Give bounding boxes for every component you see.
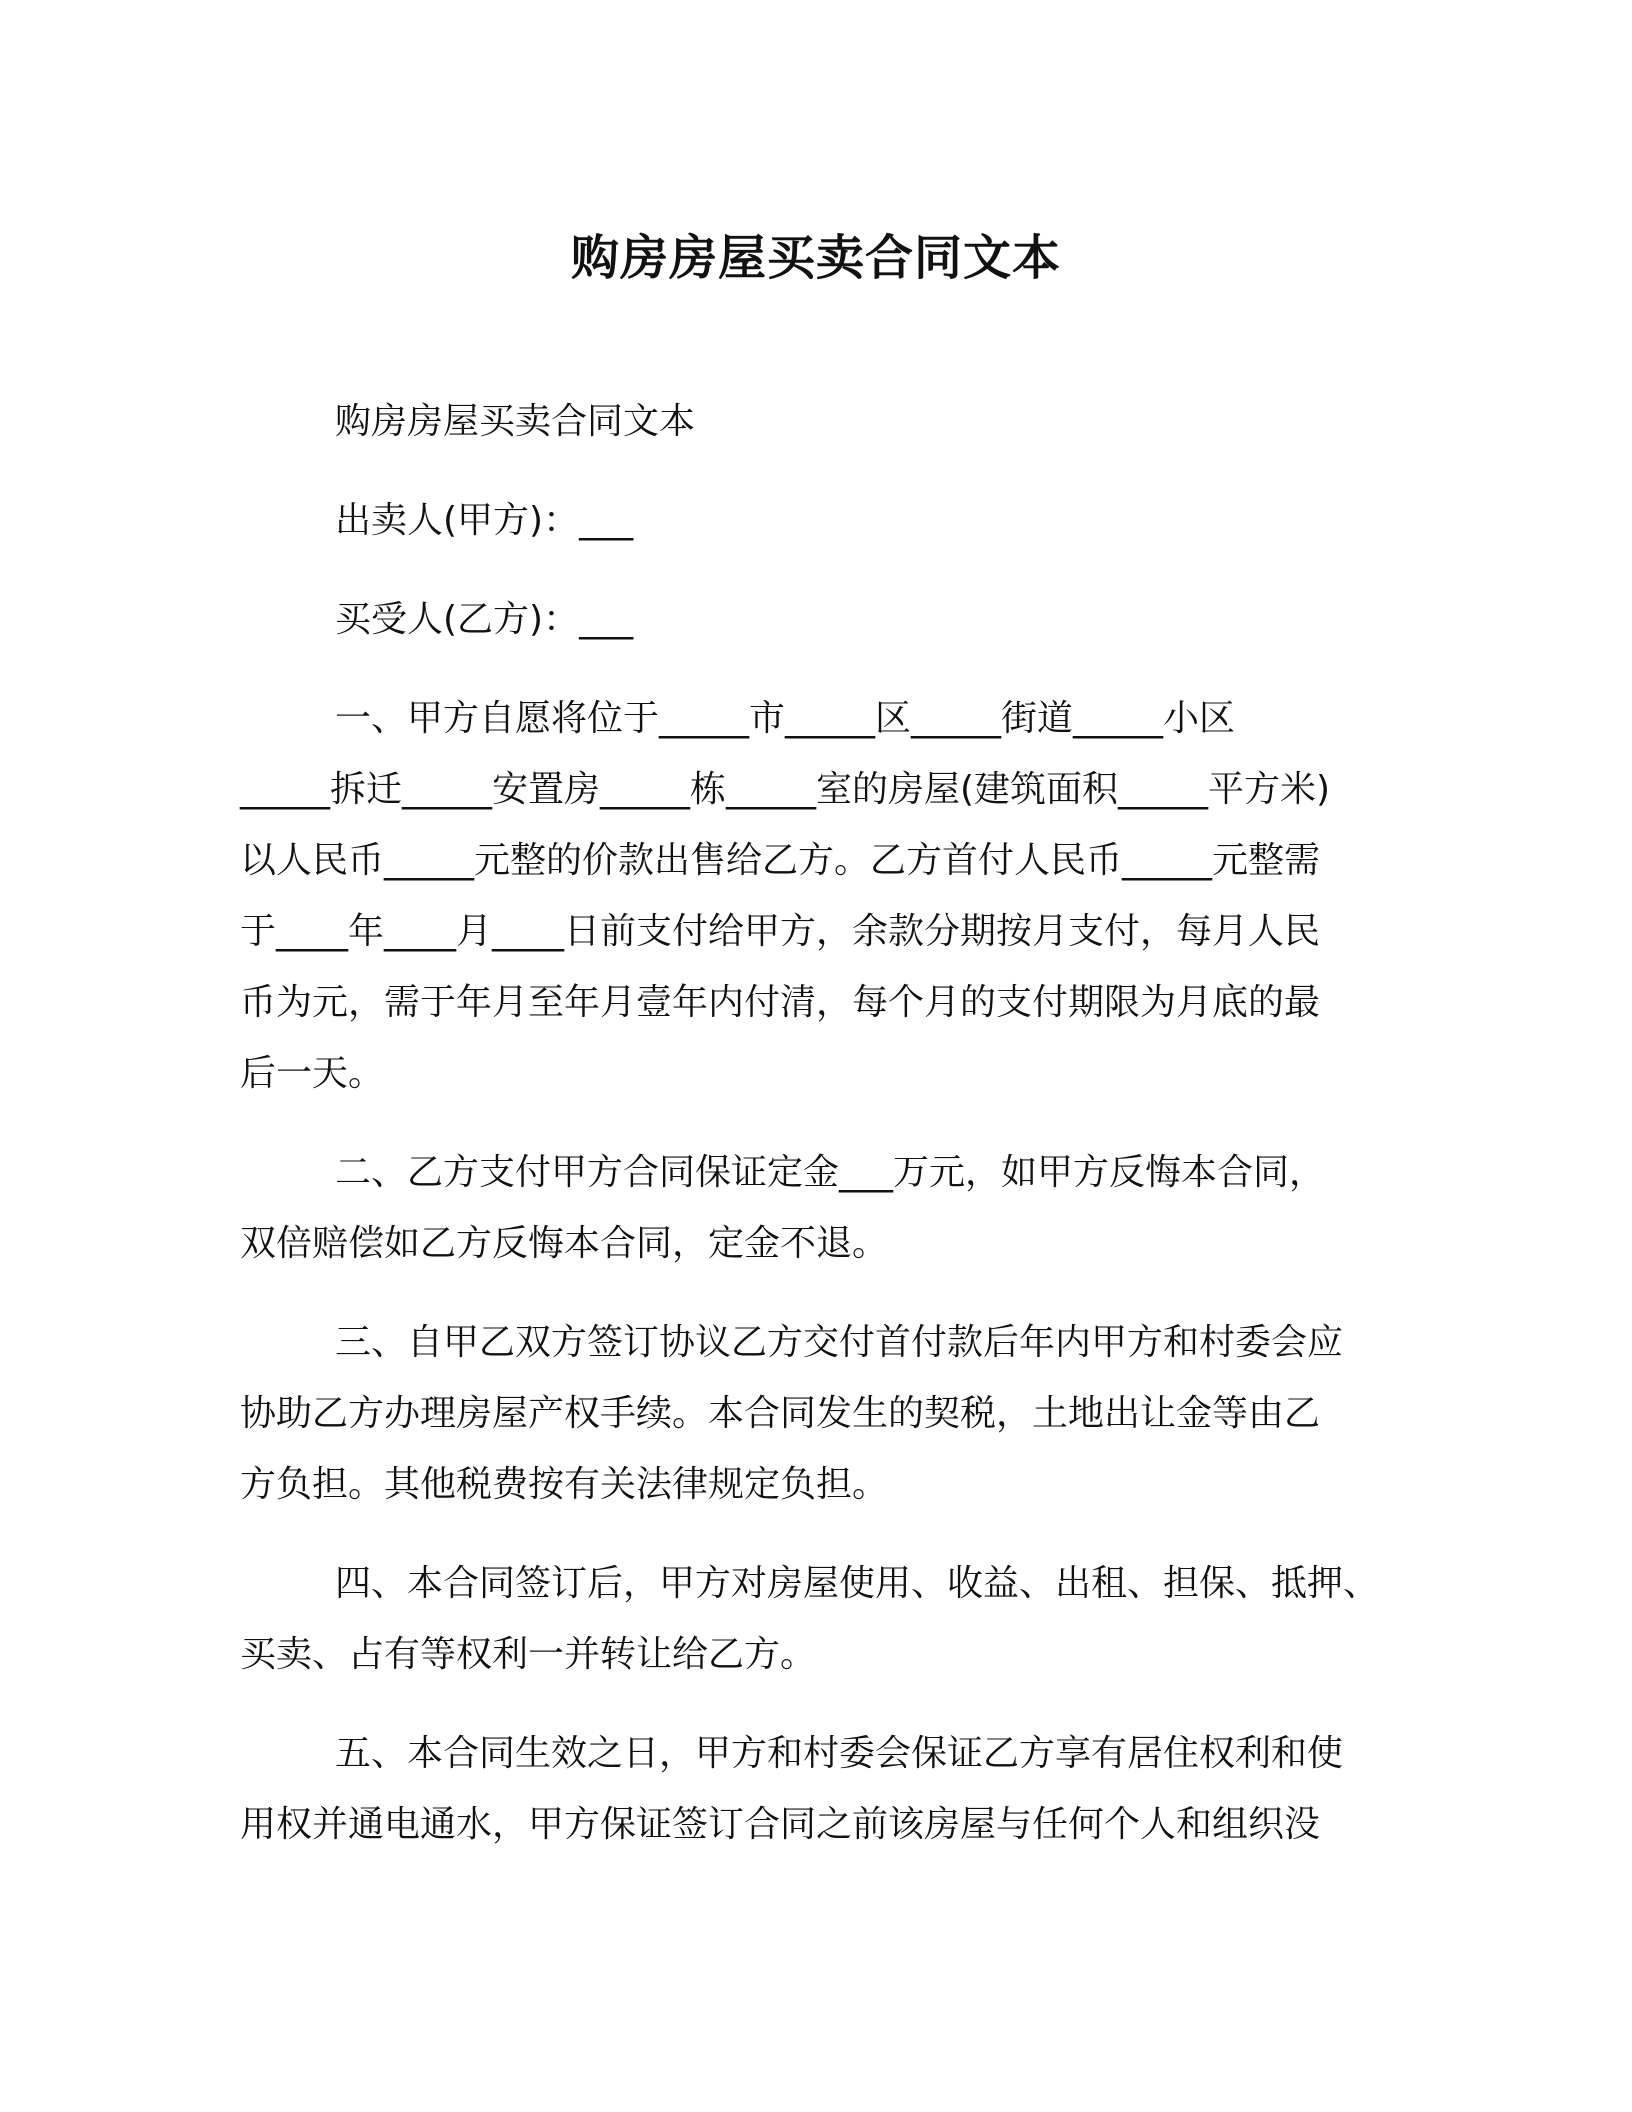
seller-paragraph [240,485,1392,556]
clause-4-paragraph [240,1548,1392,1690]
clause-5-line-2: 用权并通电通水，甲方保证签订合同之前该房屋与任何个人和组织没 [240,1804,1321,1845]
clause-3-line-2: 协助乙方办理房屋产权手续。本合同发生的契税，土地出让金等由乙 [240,1393,1321,1434]
document-title: 购房房屋买卖合同文本 [570,230,1061,286]
clause-3-line-1: 三、自甲乙双方签订协议乙方交付首付款后年内甲方和村委会应 [335,1322,1344,1363]
clause-1-line-6: 后一天。 [240,1053,385,1094]
seller-line: 出卖人(甲方)：___ [335,500,634,541]
clause-3-paragraph [240,1307,1392,1520]
buyer-paragraph [240,584,1392,655]
subtitle-text: 购房房屋买卖合同文本 [335,401,696,442]
clause-5-paragraph [240,1718,1392,1860]
clause-1-paragraph [240,683,1392,1109]
buyer-line: 买受人(乙方)：___ [335,599,634,640]
clause-1-line-5: 币为元，需于年月至年月壹年内付清，每个月的支付期限为月底的最 [240,982,1321,1023]
clause-5-line-1: 五、本合同生效之日，甲方和村委会保证乙方享有居住权利和使 [335,1733,1344,1774]
clause-2-paragraph [240,1137,1392,1279]
clause-2-line-2: 双倍赔偿如乙方反悔本合同，定金不退。 [240,1223,889,1264]
clause-4-line-2: 买卖、占有等权利一并转让给乙方。 [240,1634,817,1675]
clause-1-line-3: 以人民币_____元整的价款出售给乙方。乙方首付人民币_____元整需 [240,840,1321,881]
clause-1-line-2: _____拆迁_____安置房_____栋_____室的房屋(建筑面积_____平方米) [240,769,1331,810]
clause-4-line-1: 四、本合同签订后，甲方对房屋使用、收益、出租、担保、抵押、 [335,1563,1380,1604]
clause-1-line-1: 一、甲方自愿将位于_____市_____区_____街道_____小区 [335,698,1236,739]
clause-2-line-1: 二、乙方支付甲方合同保证定金___万元，如甲方反悔本合同， [335,1152,1326,1193]
clause-3-line-3: 方负担。其他税费按有关法律规定负担。 [240,1464,889,1505]
subtitle-paragraph [240,386,1392,457]
document-body [240,386,1392,1860]
clause-1-line-4: 于____年____月____日前支付给甲方，余款分期按月支付，每月人民 [240,911,1321,952]
